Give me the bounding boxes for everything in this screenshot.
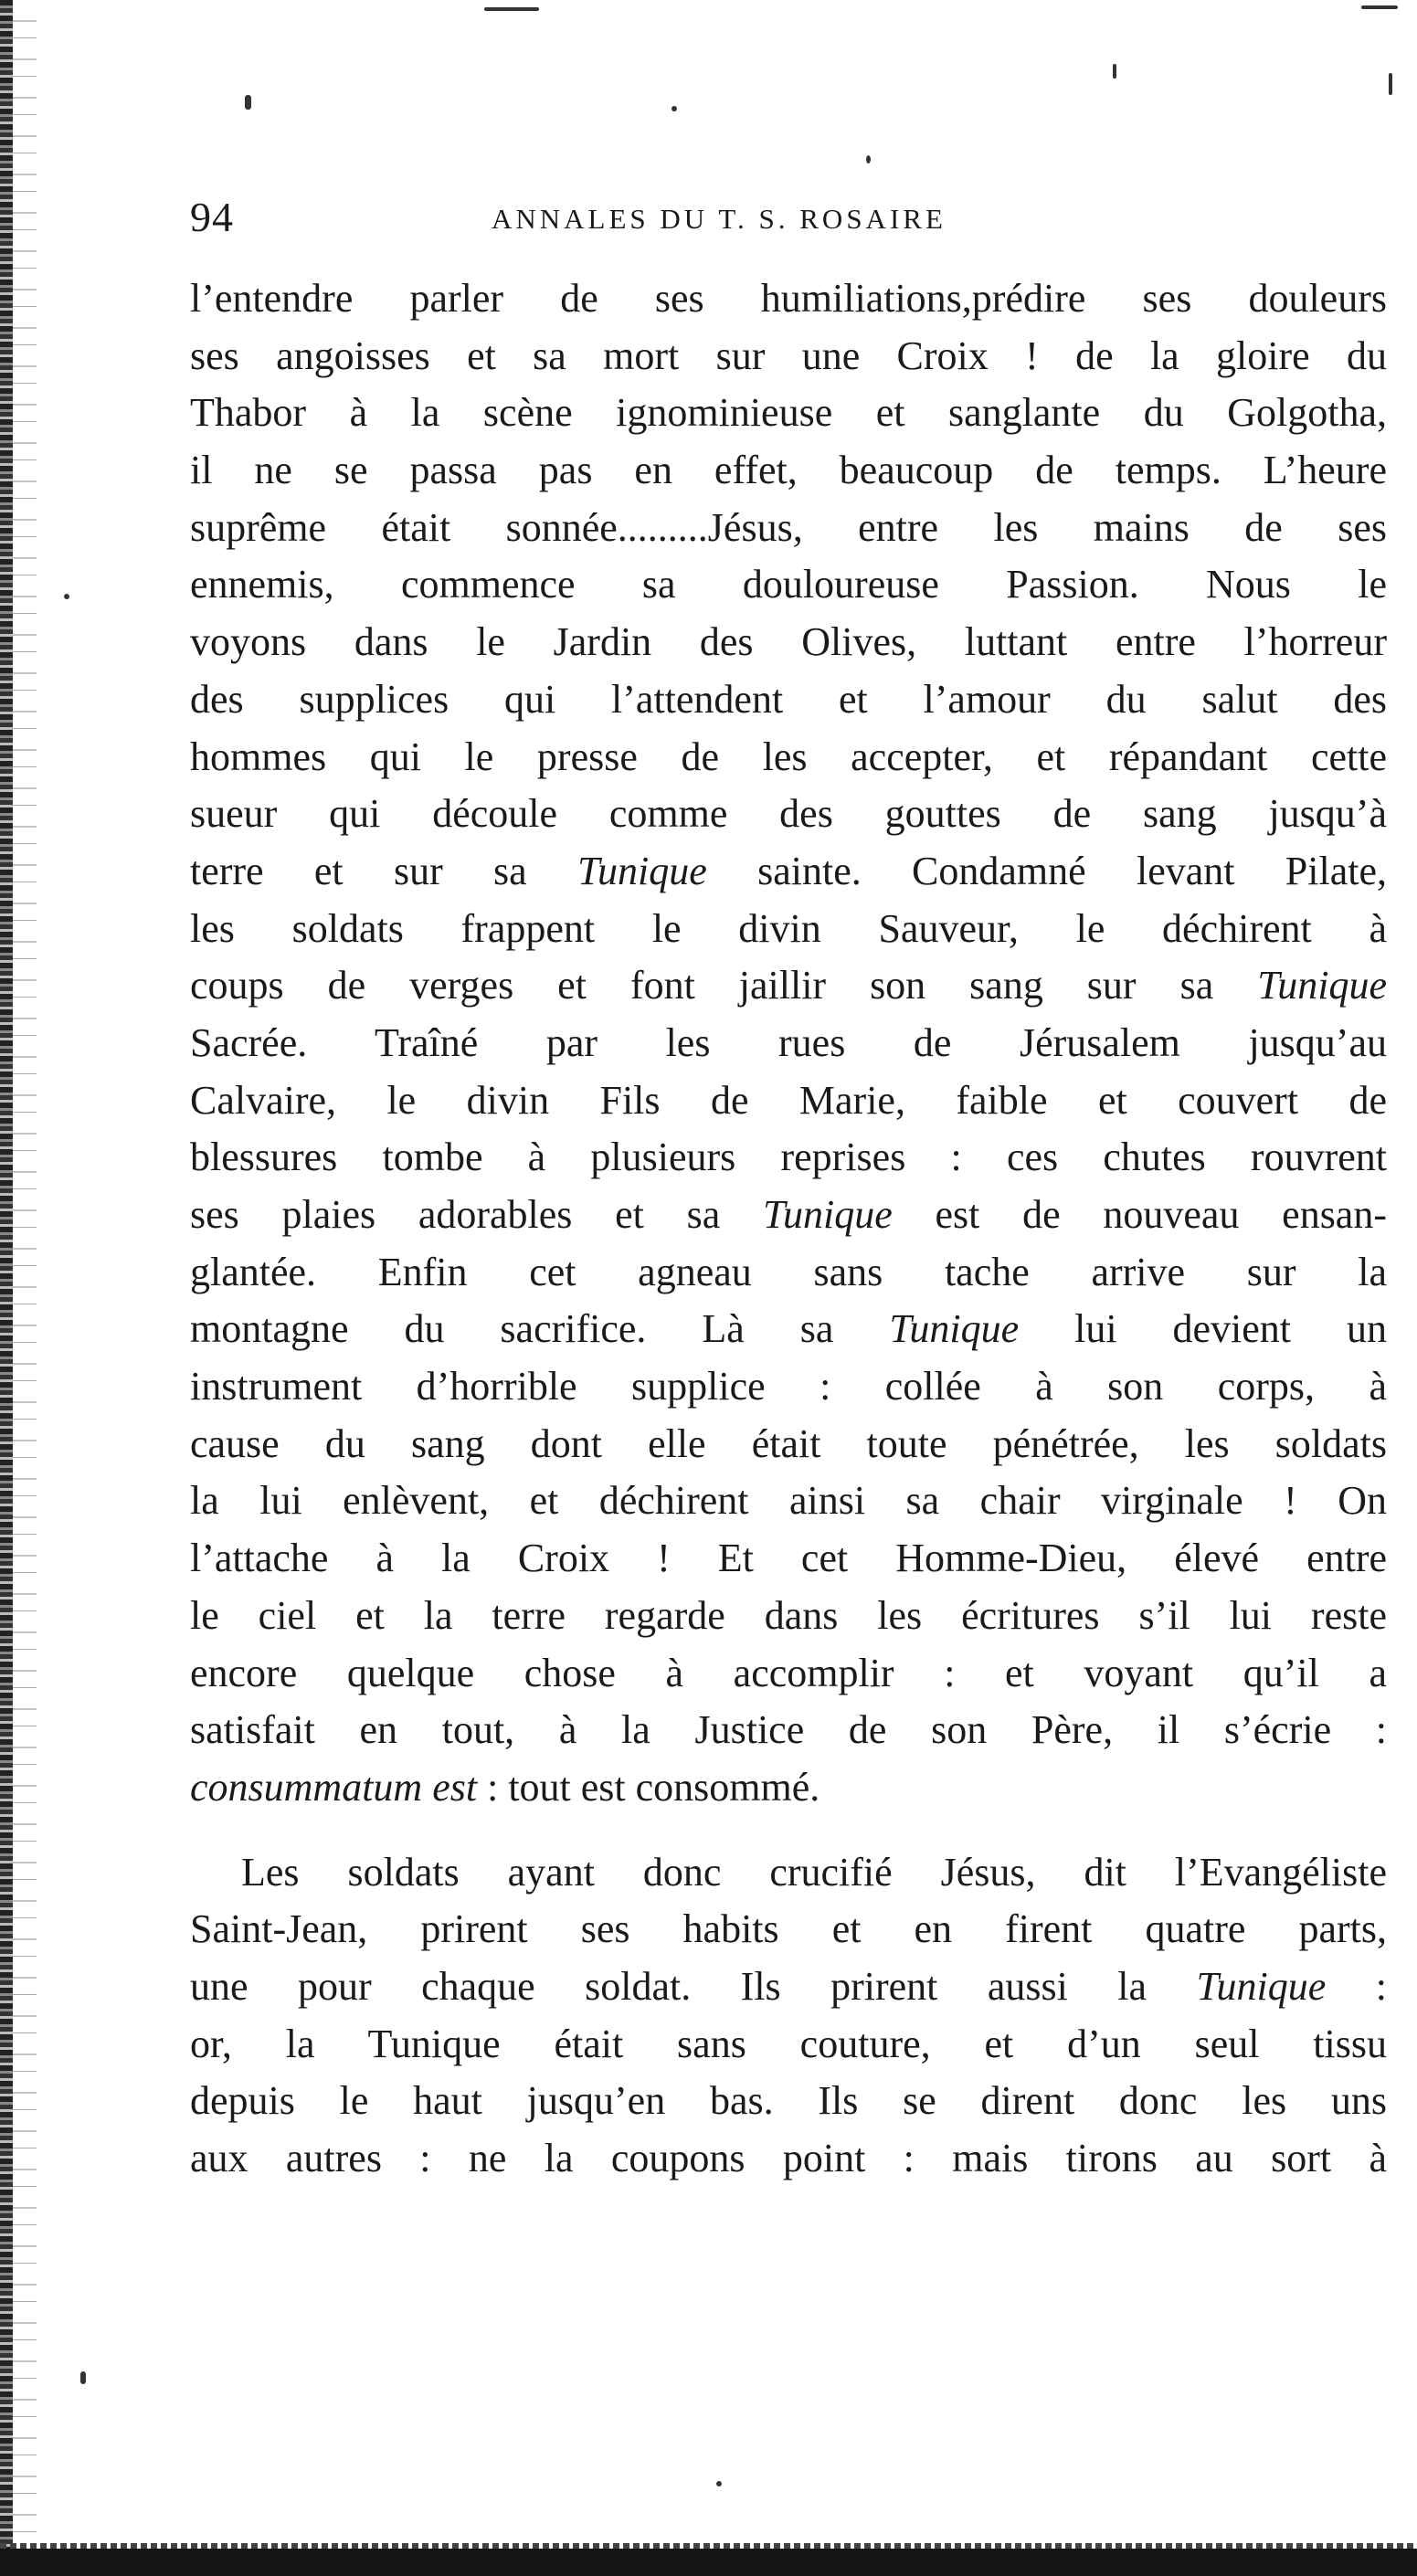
line-text: lui devient un [1019,1306,1387,1352]
text-line: l’entendre parler de ses humiliations,prédire ses douleurs [190,276,1387,321]
text-line: encore quelque chose à accomplir : et voyant qu’il a [190,1650,1387,1695]
ink-speck [245,95,251,110]
text-line: ennemis, commence sa douloureuse Passion. Nous le [190,562,1387,607]
line-text: : tout est consommé. [477,1764,820,1810]
text-line: sueur qui découle comme des gouttes de sang jusqu’à [190,791,1387,837]
ink-speck [866,155,871,164]
text-line: Les soldats ayant donc crucifié Jésus, dit l’Evangéliste [241,1849,1387,1895]
italic-word: Tunique [889,1306,1020,1352]
text-line: aux autres : ne la coupons point : mais tirons au sort à [190,2136,1387,2180]
text-line: les soldats frappent le divin Sauveur, le déchirent à [190,905,1387,951]
italic-word: Tunique [1257,963,1387,1008]
text-line: voyons dans le Jardin des Olives, luttant entre l’horreur [190,619,1387,665]
text-line [190,843,1387,901]
italic-word: consummatum est [190,1764,478,1810]
ink-speck [716,2481,722,2486]
text-line: instrument d’horrible supplice : collée à son corps, à [190,1364,1387,1409]
text-line: satisfait en tout, à la Justice de son Père, il s’écrie : [190,1707,1387,1753]
text-line: l’attache à la Croix ! Et cet Homme-Dieu, élevé entre [190,1536,1387,1581]
binding-shadow [13,0,37,2576]
line-text: est de nouveau ensan- [892,1192,1387,1237]
italic-word: Tunique [577,848,707,893]
italic-word: Tunique [1196,1963,1327,2009]
text-line: blessures tombe à plusieurs reprises : ces chutes rouvrent [190,1135,1387,1180]
ink-speck [1113,64,1116,79]
ink-speck [80,2371,86,2384]
text-line: Sacrée. Traîné par les rues de Jérusalem jusqu’au [190,1019,1387,1065]
text-line [190,1301,1387,1358]
text-line: Saint-Jean, prirent ses habits et en firent quatre parts, [190,1906,1387,1952]
ink-speck [64,594,69,599]
text-line: hommes qui le presse de les accepter, et répandant cette [190,734,1387,779]
line-text: une pour chaque soldat. Ils prirent aussi la [190,1963,1197,2009]
paragraph [190,1844,1387,2188]
page-header [190,190,1359,245]
scan-bottom-edge [0,2549,1417,2576]
text-line: Calvaire, le divin Fils de Marie, faible et couvert de [190,1077,1387,1123]
text-line: or, la Tunique était sans couture, et d’un seul tissu [190,2021,1387,2066]
ink-speck [1389,73,1392,95]
text-line: la lui enlèvent, et déchirent ainsi sa chair virginale ! On [190,1478,1387,1524]
line-text: sainte. Condamné levant Pilate, [706,848,1387,893]
ink-speck [671,106,677,111]
line-text: ses plaies adorables et sa [190,1192,764,1237]
italic-word: Tunique [763,1192,893,1237]
line-text: coups de verges et font jaillir son sang sur sa [190,963,1258,1008]
text-line: cause du sang dont elle était toute pénétrée, les soldats [190,1420,1387,1466]
binding-edge [0,0,13,2576]
text-line [190,1958,1387,2016]
text-line: Thabor à la scène ignominieuse et sanglante du Golgotha, [190,390,1387,436]
text-line: glantée. Enfin cet agneau sans tache arrive sur la [190,1249,1387,1294]
text-line: ses angoisses et sa mort sur une Croix ! de la gloire du [190,333,1387,378]
line-text: montagne du sacrifice. Là sa [190,1306,890,1352]
text-line: suprême était sonnée.........Jésus, entre les mains de ses [190,504,1387,550]
ink-speck [484,7,539,11]
text-line: il ne se passa pas en effet, beaucoup de temps. L’heure [190,448,1387,493]
paragraph [190,270,1387,1817]
text-line: depuis le haut jusqu’en bas. Ils se dirent donc les uns [190,2078,1387,2124]
page-number: 94 [190,194,234,240]
text-line [190,957,1387,1015]
body-text [190,270,1387,2188]
running-head: ANNALES DU T. S. ROSAIRE [492,203,946,235]
line-text: terre et sur sa [190,848,577,893]
ink-speck [1361,5,1398,9]
text-line: le ciel et la terre regarde dans les écritures s’il lui reste [190,1592,1387,1638]
text-line [190,1187,1387,1244]
line-text: : [1326,1963,1387,2009]
text-line [190,1759,1387,1817]
text-line: des supplices qui l’attendent et l’amour du salut des [190,676,1387,722]
